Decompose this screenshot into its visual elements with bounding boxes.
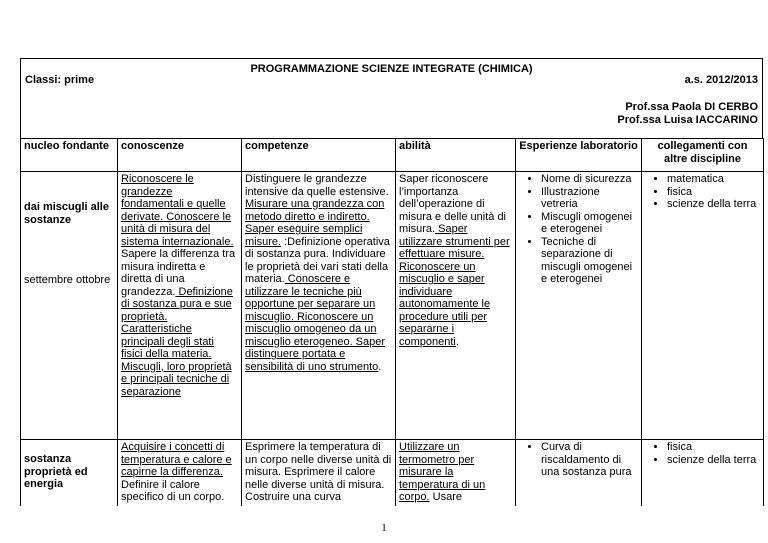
competenze-cell bbox=[242, 172, 396, 440]
col-header-collegamenti: collegamenti con altre discipline bbox=[642, 139, 764, 172]
text-segment: . bbox=[378, 360, 382, 373]
competenze-cell: Esprimere la temperatura di un corpo nelle diverse unità di misura. Esprimere il calore nelle diverse unità di misura. Costruire una curva bbox=[242, 440, 396, 506]
text-segment: Sapere la differenza tra misura indiretta e diretta di una grandezza. bbox=[121, 248, 236, 298]
text-segment: Conoscere e utilizzare le tecniche più opportune per separare un miscuglio. Riconoscere un miscuglio omogeneo da un miscuglio eterogeneo. Saper distinguere portata e sensibilità di uno strumento bbox=[245, 273, 386, 373]
list-item: • Tecniche di separazione di miscugli omogenei e eterogenei bbox=[541, 236, 638, 286]
teacher-1: Prof.ssa Paola DI CERBO bbox=[625, 101, 758, 113]
nucleo-cell bbox=[21, 172, 118, 440]
col-header-conoscenze: conoscenze bbox=[118, 139, 242, 172]
col-header-competenze: competenze bbox=[242, 139, 396, 172]
list-item: • scienze della terra bbox=[667, 454, 760, 467]
text-segment: Riconoscere le grandezze fondamentali e quelle derivate. bbox=[121, 173, 226, 223]
text-segment: Saper riconoscere l’importanza dell’operazione di misura e delle unità di misura. bbox=[399, 173, 507, 235]
list-item: • Miscugli omogenei e eterogenei bbox=[541, 211, 638, 236]
list-item: • Nome di sicurezza bbox=[541, 173, 638, 186]
curriculum-table bbox=[20, 138, 764, 506]
collegamenti-list bbox=[645, 173, 760, 211]
collegamenti-list bbox=[645, 441, 760, 466]
esperienze-cell bbox=[516, 172, 642, 440]
abilita-cell bbox=[396, 172, 516, 440]
text-segment: Conoscere le unità di misura del sistema internazionale. bbox=[121, 210, 234, 248]
school-year: a.s. 2012/2013 bbox=[684, 74, 758, 86]
conoscenze-cell bbox=[118, 440, 242, 506]
list-item: • fisica bbox=[667, 186, 760, 199]
col-header-nucleo: nucleo fondante bbox=[21, 139, 118, 172]
text-segment: Riconoscere un miscuglio e saper individuare autonomamente le procedure utili per separarne i componenti bbox=[399, 260, 491, 348]
esperienze-list bbox=[519, 441, 638, 479]
page-number: 1 bbox=[381, 522, 387, 534]
text-segment: Acquisire i concetti di temperatura e calore e capirne la differenza. bbox=[121, 441, 232, 478]
text-segment: . bbox=[455, 335, 459, 348]
esperienze-cell bbox=[516, 440, 642, 506]
list-item: • Curva di riscaldamento di una sostanza pura bbox=[541, 441, 638, 479]
conoscenze-cell bbox=[118, 172, 242, 440]
teacher-2: Prof.ssa Luisa IACCARINO bbox=[617, 114, 758, 126]
nucleo-period: settembre ottobre bbox=[24, 274, 111, 286]
list-item: • matematica bbox=[667, 173, 760, 186]
text-segment: Utilizzare un termometro per misurare la temperatura di un corpo. bbox=[399, 441, 486, 503]
col-header-abilita: abilità bbox=[396, 139, 516, 172]
text-segment: Misurare una grandezza con metodo diretto e indiretto. Saper eseguire semplici misure. bbox=[245, 198, 385, 248]
list-item: • fisica bbox=[667, 441, 760, 454]
text-segment: :Definizione operativa di sostanza pura. Individuare le proprietà dei vari stati della materia. bbox=[245, 235, 390, 285]
list-item: • scienze della terra bbox=[667, 198, 760, 211]
classes-label: Classi: prime bbox=[25, 74, 95, 86]
nucleo-cell bbox=[21, 440, 118, 506]
table-header-row bbox=[21, 139, 764, 172]
list-item: • Illustrazione vetreria bbox=[541, 186, 638, 211]
text-segment: Distinguere le grandezze intensive da quelle estensive. bbox=[245, 173, 389, 198]
table-row bbox=[21, 172, 764, 440]
document-title: PROGRAMMAZIONE SCIENZE INTEGRATE (CHIMICA) bbox=[250, 63, 533, 75]
document-header bbox=[20, 58, 763, 138]
table-row bbox=[21, 440, 764, 506]
text-segment: Saper utilizzare strumenti per effettuare misure. bbox=[399, 223, 510, 260]
collegamenti-cell bbox=[642, 172, 764, 440]
esperienze-list bbox=[519, 173, 638, 286]
collegamenti-cell bbox=[642, 440, 764, 506]
text-segment: Definizione di sostanza pura e sue proprietà. Caratteristiche principali degli stati fisici della materia. Miscugli, loro proprietà e principali tecniche di separazione bbox=[121, 285, 233, 398]
abilita-cell bbox=[396, 440, 516, 506]
nucleo-title: sostanza proprietà ed energia bbox=[24, 453, 88, 490]
text-segment: Usare bbox=[429, 491, 462, 503]
col-header-esperienze: Esperienze laboratorio bbox=[516, 139, 642, 172]
text-segment: Definire il calore specifico di un corpo. bbox=[121, 478, 225, 503]
nucleo-title: dai miscugli alle sostanze bbox=[24, 201, 109, 226]
